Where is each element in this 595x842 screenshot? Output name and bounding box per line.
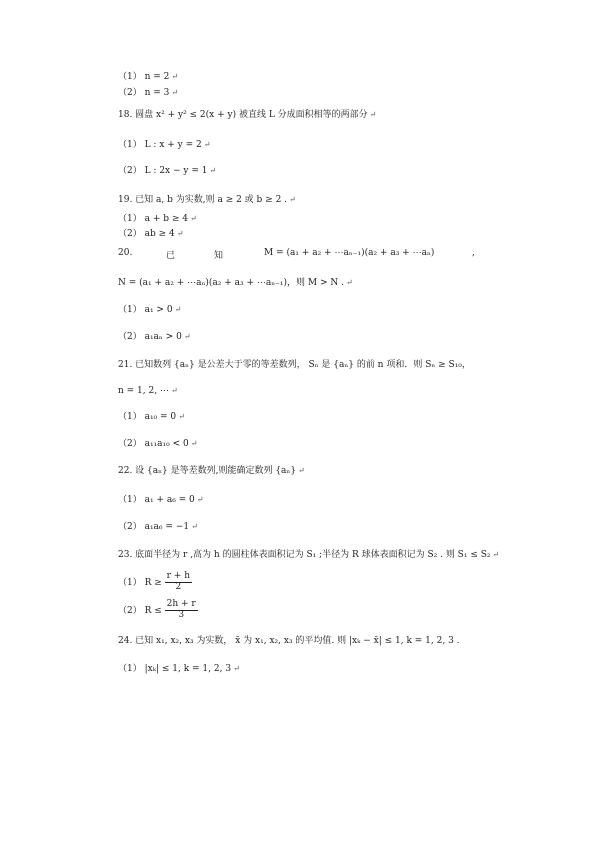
question-20-expression-m: M = (a₁ + a₂ + ⋯aₙ₋₁)(a₂ + a₃ + ⋯aₙ) (264, 248, 435, 258)
question-20-word-yi: 已 (166, 251, 176, 261)
question-24: 24. 已知 x₁, x₂, x₃ 为实数， x̄ 为 x₁, x₂, x₃ 的平均值. 则 |xₖ − x̄| ≤ 1, k = 1, 2, 3 . (118, 636, 460, 646)
question-20-word-zhi: 知 (214, 251, 224, 261)
question-23-option-2: （2） R ≤ $\frac{2h + r}{3}$ (118, 599, 196, 620)
question-18-option-1: （1） L : x + y = 2 ↵ (118, 140, 211, 150)
question-19-option-2: （2） ab ≥ 4 ↵ (118, 229, 184, 239)
question-20-expression-n: N = (a₁ + a₂ + ⋯aₙ)(a₂ + a₃ + ⋯aₙ₋₁)，则 M > N . ↵ (118, 278, 353, 288)
question-21-option-2: （2） a₁₁a₁₀ < 0 ↵ (118, 439, 198, 449)
question-24-option-1: （1） |xₖ| ≤ 1, k = 1, 2, 3 ↵ (118, 664, 240, 674)
option-n-equals-3: （2） n = 3 ↵ (118, 88, 179, 98)
question-18: 18. 圆盘 x² + y² ≤ 2(x + y) 被直线 L 分成面积相等的两部分 ↵ (118, 110, 377, 120)
option-n-equals-2: （1） n = 2 ↵ (118, 72, 179, 82)
question-22: 22. 设 {aₙ} 是等差数列,则能确定数列 {aₙ} ↵ (118, 466, 305, 476)
question-23: 23. 底面半径为 r ,高为 h 的圆柱体表面积记为 S₁ ;半径为 R 球体表面积记为 S₂ . 则 S₁ ≤ S₂ ↵ (118, 550, 500, 560)
question-20-number: 20. (118, 248, 133, 258)
question-23-option-1: （1） R ≥ $\frac{r + h}{2}$ (118, 571, 191, 592)
question-20-option-2: （2） a₁aₙ > 0 ↵ (118, 332, 191, 342)
fraction-r-plus-h-over-2: $\frac{r + h}{2}$ (166, 571, 191, 592)
question-22-option-2: （2） a₁a₆ = −1 ↵ (118, 522, 198, 532)
question-20-option-1: （1） a₁ > 0 ↵ (118, 305, 182, 315)
fraction-2h-plus-r-over-3: $\frac{2h + r}{3}$ (166, 599, 196, 620)
question-19: 19. 已知 a, b 为实数,则 a ≥ 2 或 b ≥ 2 . ↵ (118, 195, 296, 205)
question-21: 21. 已知数列 {aₙ} 是公差大于零的等差数列， Sₙ 是 {aₙ} 的前 n 项和．则 Sₙ ≥ S₁₀， (118, 360, 471, 370)
question-19-option-1: （1） a + b ≥ 4 ↵ (118, 214, 197, 224)
question-18-option-2: （2） L : 2x − y = 1 ↵ (118, 166, 217, 176)
question-22-option-1: （1） a₁ + a₆ = 0 ↵ (118, 495, 204, 505)
question-21-line-2: n = 1, 2, ⋯ ↵ (118, 386, 178, 396)
question-20-comma: , (472, 248, 475, 258)
question-21-option-1: （1） a₁₀ = 0 ↵ (118, 412, 185, 422)
